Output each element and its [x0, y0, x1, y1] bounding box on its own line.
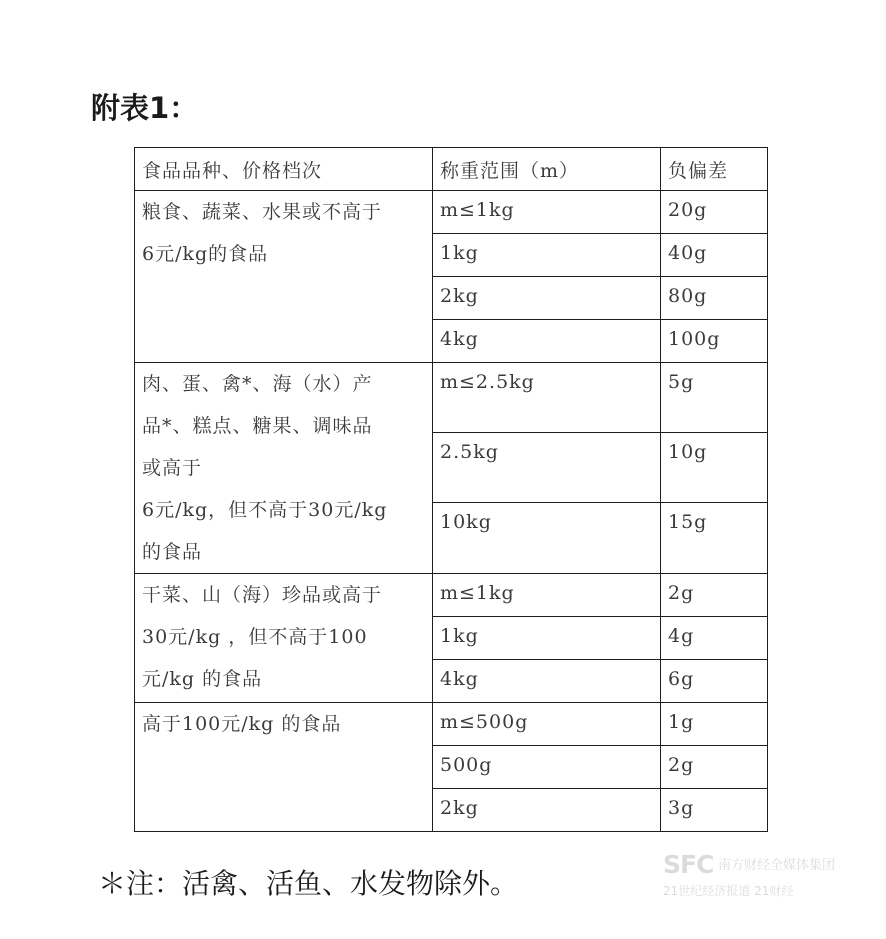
watermark-publication-name: 21世纪经济报道 21财经: [663, 884, 794, 898]
range-cell: 500g: [433, 746, 661, 789]
watermark-logo: [663, 850, 849, 906]
deviation-cell: 100g: [661, 320, 768, 363]
category-line: 6元/kg的食品: [142, 243, 269, 265]
deviation-cell: 40g: [661, 234, 768, 277]
range-cell: m≤1kg: [433, 191, 661, 234]
deviation-cell: 10g: [661, 433, 768, 503]
category-cell: [135, 363, 433, 574]
deviation-cell: 3g: [661, 789, 768, 832]
deviation-cell: 5g: [661, 363, 768, 433]
category-line: 高于100元/kg 的食品: [142, 713, 342, 735]
category-line: 粮食、蔬菜、水果或不高于: [142, 201, 383, 223]
footnote: ＊注：活禽、活鱼、水发物除外。: [98, 867, 519, 900]
watermark-logo-mark: SFC: [663, 850, 714, 879]
category-line: 6元/kg，但不高于30元/kg: [142, 499, 388, 521]
category-line: 30元/kg ，但不高于100: [142, 626, 368, 648]
table-row: [135, 703, 768, 746]
table-row: [135, 574, 768, 617]
range-cell: 1kg: [433, 234, 661, 277]
category-line: 干菜、山（海）珍品或高于: [142, 584, 383, 606]
deviation-cell: 4g: [661, 617, 768, 660]
range-cell: 2kg: [433, 789, 661, 832]
deviation-cell: 2g: [661, 746, 768, 789]
category-cell: [135, 703, 433, 832]
range-cell: 1kg: [433, 617, 661, 660]
range-cell: 2.5kg: [433, 433, 661, 503]
category-line: 品*、糕点、糖果、调味品: [142, 415, 373, 437]
header-range: 称重范围（m）: [433, 148, 661, 191]
range-cell: 2kg: [433, 277, 661, 320]
page-title: 附表1：: [91, 91, 199, 125]
deviation-cell: 2g: [661, 574, 768, 617]
header-category: 食品品种、价格档次: [135, 148, 433, 191]
deviation-cell: 1g: [661, 703, 768, 746]
deviation-cell: 6g: [661, 660, 768, 703]
deviation-cell: 80g: [661, 277, 768, 320]
header-deviation: 负偏差: [661, 148, 768, 191]
category-line: 肉、蛋、禽*、海（水）产: [142, 373, 373, 395]
deviation-cell: 15g: [661, 503, 768, 574]
category-line: 或高于: [142, 457, 203, 479]
category-line: 元/kg 的食品: [142, 668, 263, 690]
tolerance-table: [134, 147, 768, 832]
deviation-cell: 20g: [661, 191, 768, 234]
range-cell: m≤1kg: [433, 574, 661, 617]
range-cell: m≤2.5kg: [433, 363, 661, 433]
category-cell: [135, 191, 433, 363]
range-cell: 4kg: [433, 320, 661, 363]
table-row: [135, 191, 768, 234]
category-cell: [135, 574, 433, 703]
table-row: [135, 363, 768, 433]
range-cell: 10kg: [433, 503, 661, 574]
range-cell: 4kg: [433, 660, 661, 703]
category-line: 的食品: [142, 541, 203, 563]
range-cell: m≤500g: [433, 703, 661, 746]
watermark-group-name: 南方财经全媒体集团: [718, 858, 836, 873]
table-header-row: [135, 148, 768, 191]
